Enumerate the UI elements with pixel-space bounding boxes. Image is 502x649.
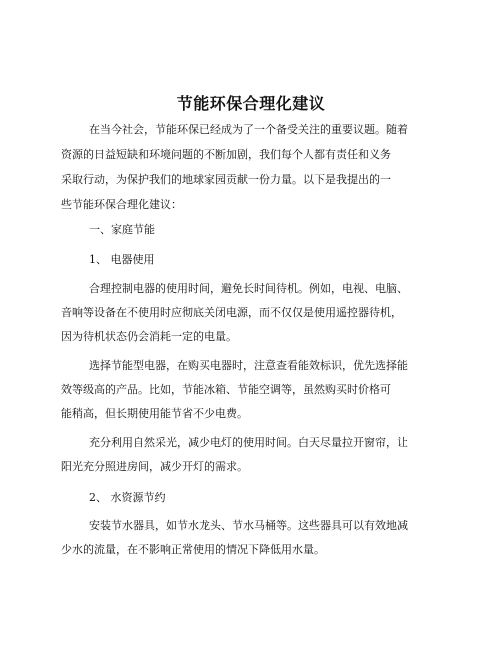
subsection-heading-appliances: 1、 电器使用: [89, 253, 155, 266]
intro-line-3: 采取行动，为保护我们的地球家园贡献一份力量。以下是我提出的一: [61, 173, 391, 186]
para-3-line-2: 阳光充分照进房间，减少开灯的需求。: [61, 460, 248, 473]
intro-line-1: 在当今社会，节能环保已经成为了一个备受关注的重要议题。随着: [89, 123, 408, 136]
para-2-line-2: 效等级高的产品。比如，节能冰箱、节能空调等，虽然购买时价格可: [61, 383, 391, 396]
intro-line-2: 资源的日益短缺和环境问题的不断加剧，我们每个人都有责任和义务: [61, 148, 391, 161]
para-2-line-3: 能稍高，但长期使用能节省不少电费。: [61, 407, 248, 420]
section-heading-household: 一、家庭节能: [89, 223, 155, 236]
para-1-line-1: 合理控制电器的使用时间，避免长时间待机。例如，电视、电脑、: [89, 282, 408, 295]
para-4-line-1: 安装节水器具，如节水龙头、节水马桶等。这些器具可以有效地减: [89, 519, 408, 532]
document-title: 节能环保合理化建议: [176, 94, 326, 113]
intro-line-4: 些节能环保合理化建议：: [61, 198, 182, 211]
subsection-heading-water: 2、 水资源节约: [89, 491, 166, 504]
para-1-line-3: 因为待机状态仍会消耗一定的电量。: [61, 330, 237, 343]
para-4-line-2: 少水的流量，在不影响正常使用的情况下降低用水量。: [61, 543, 325, 556]
para-1-line-2: 音响等设备在不使用时应彻底关闭电源，而不仅仅是使用遥控器待机，: [61, 306, 402, 319]
para-3-line-1: 充分利用自然采光，减少电灯的使用时间。白天尽量拉开窗帘，让: [89, 436, 408, 449]
para-2-line-1: 选择节能型电器，在购买电器时，注意查看能效标识，优先选择能: [89, 359, 408, 372]
